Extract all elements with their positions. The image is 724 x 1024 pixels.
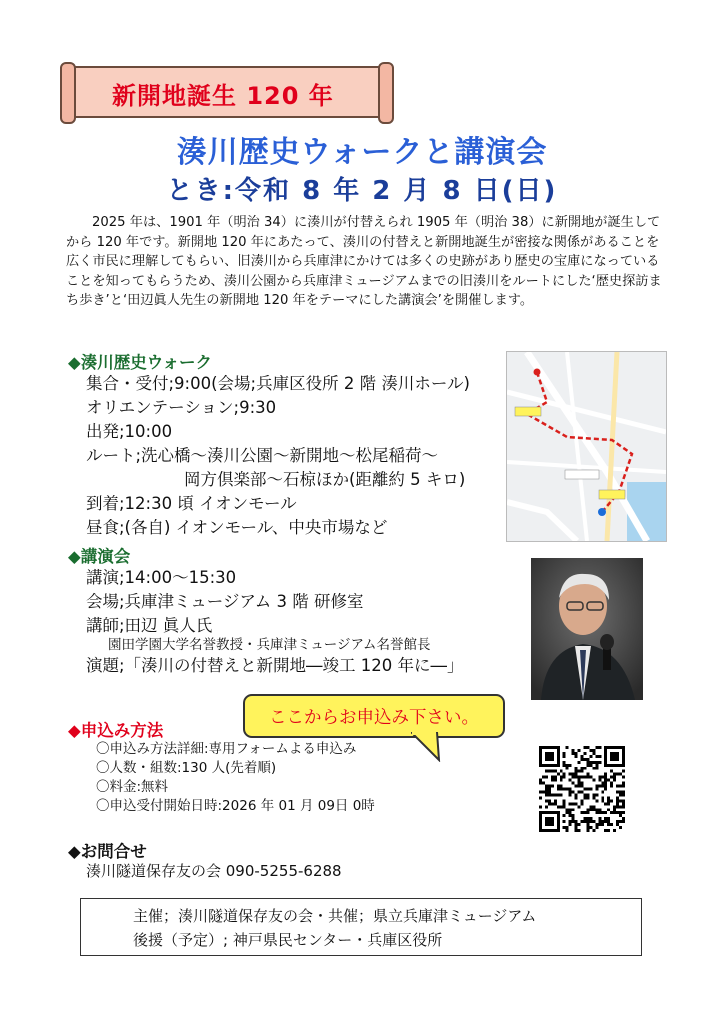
- contact-heading: ◆お問合せ: [68, 842, 147, 861]
- walk-line-orientation: オリエンテーション;9:30: [86, 398, 277, 417]
- organizer-box: [80, 898, 642, 956]
- lecture-line-time: 講演;14:00～15:30: [86, 568, 237, 587]
- contact-text: 湊川隧道保存友の会 090-5255-6288: [86, 862, 342, 880]
- intro-paragraph: 2025 年は、1901 年（明治 34）に湊川が付替えられ 1905 年（明治 38）に新開地が誕生してから 120 年です。新開地 120 年にあたって、湊川の付替えと新開地誕生が密接な関係があることを広く市民に理解してもらい、旧湊川から兵庫津にかけては多くの史跡があり歴史の宝庫になっていることを知ってもらうため、湊川公園から兵庫津ミュージアムまでの旧湊川をルートにした‘歴史探訪まち歩き’と‘田辺眞人先生の新開地 120 年をテーマにした講演会’を開催します。: [66, 215, 662, 308]
- apply-line-method: 〇申込み方法詳細:専用フォームよる申込み: [96, 741, 357, 757]
- speaker-portrait: [531, 558, 643, 700]
- banner-text: 新開地誕生 120 年: [112, 82, 334, 110]
- lecture-line-speaker: 講師;田辺 眞人氏: [86, 616, 213, 635]
- walk-line-route: ルート;洗心橋～湊川公園～新開地～松尾稲荷～: [86, 446, 439, 465]
- qr-code-graphic[interactable]: [539, 746, 625, 832]
- apply-callout: [243, 694, 505, 738]
- page-title: 湊川歴史ウォークと講演会: [176, 135, 548, 170]
- supporter-line: 後援（予定）; 神戸県民センター・兵庫区役所: [133, 931, 443, 949]
- speaker-photo: [531, 558, 643, 700]
- scroll-curl-right: [378, 62, 394, 124]
- apply-line-start: 〇申込受付開始日時:2026 年 01 月 09日 0時: [96, 798, 375, 814]
- walk-line-departure: 出発;10:00: [86, 422, 173, 441]
- lecture-topic: 演題;「湊川の付替えと新開地―竣工 120 年に―」: [86, 656, 464, 675]
- apply-line-fee: 〇料金:無料: [96, 779, 169, 795]
- apply-heading: ◆申込み方法: [68, 721, 164, 740]
- scroll-curl-left: [60, 62, 76, 124]
- lecture-line-venue: 会場;兵庫津ミュージアム 3 階 研修室: [86, 592, 364, 611]
- walk-heading: ◆湊川歴史ウォーク: [68, 353, 213, 372]
- lecture-heading: ◆講演会: [68, 547, 131, 566]
- route-map-graphic: [507, 352, 666, 541]
- callout-text: ここからお申込み下さい。: [269, 708, 479, 728]
- route-map: [506, 351, 667, 542]
- walk-line-route-cont: 岡方倶楽部～石椋ほか(距離約 5 キロ): [184, 470, 466, 489]
- anniversary-banner: [66, 66, 388, 118]
- callout-tail: [411, 732, 471, 762]
- organizer-line: 主催；湊川隧道保存友の会・共催；県立兵庫津ミュージアム: [133, 907, 537, 925]
- walk-line-assembly: 集合・受付;9:00(会場;兵庫区役所 2 階 湊川ホール): [86, 374, 470, 393]
- walk-line-arrival: 到着;12:30 頃 イオンモール: [86, 494, 297, 513]
- qr-code[interactable]: [539, 746, 625, 832]
- event-date: とき:令和 8 年 2 月 8 日(日): [166, 176, 558, 206]
- apply-line-capacity: 〇人数・組数:130 人(先着順): [96, 760, 277, 776]
- speaker-affiliation: 園田学園大学名誉教授・兵庫津ミュージアム名誉館長: [108, 637, 431, 653]
- walk-line-lunch: 昼食;(各自) イオンモール、中央市場など: [86, 518, 388, 537]
